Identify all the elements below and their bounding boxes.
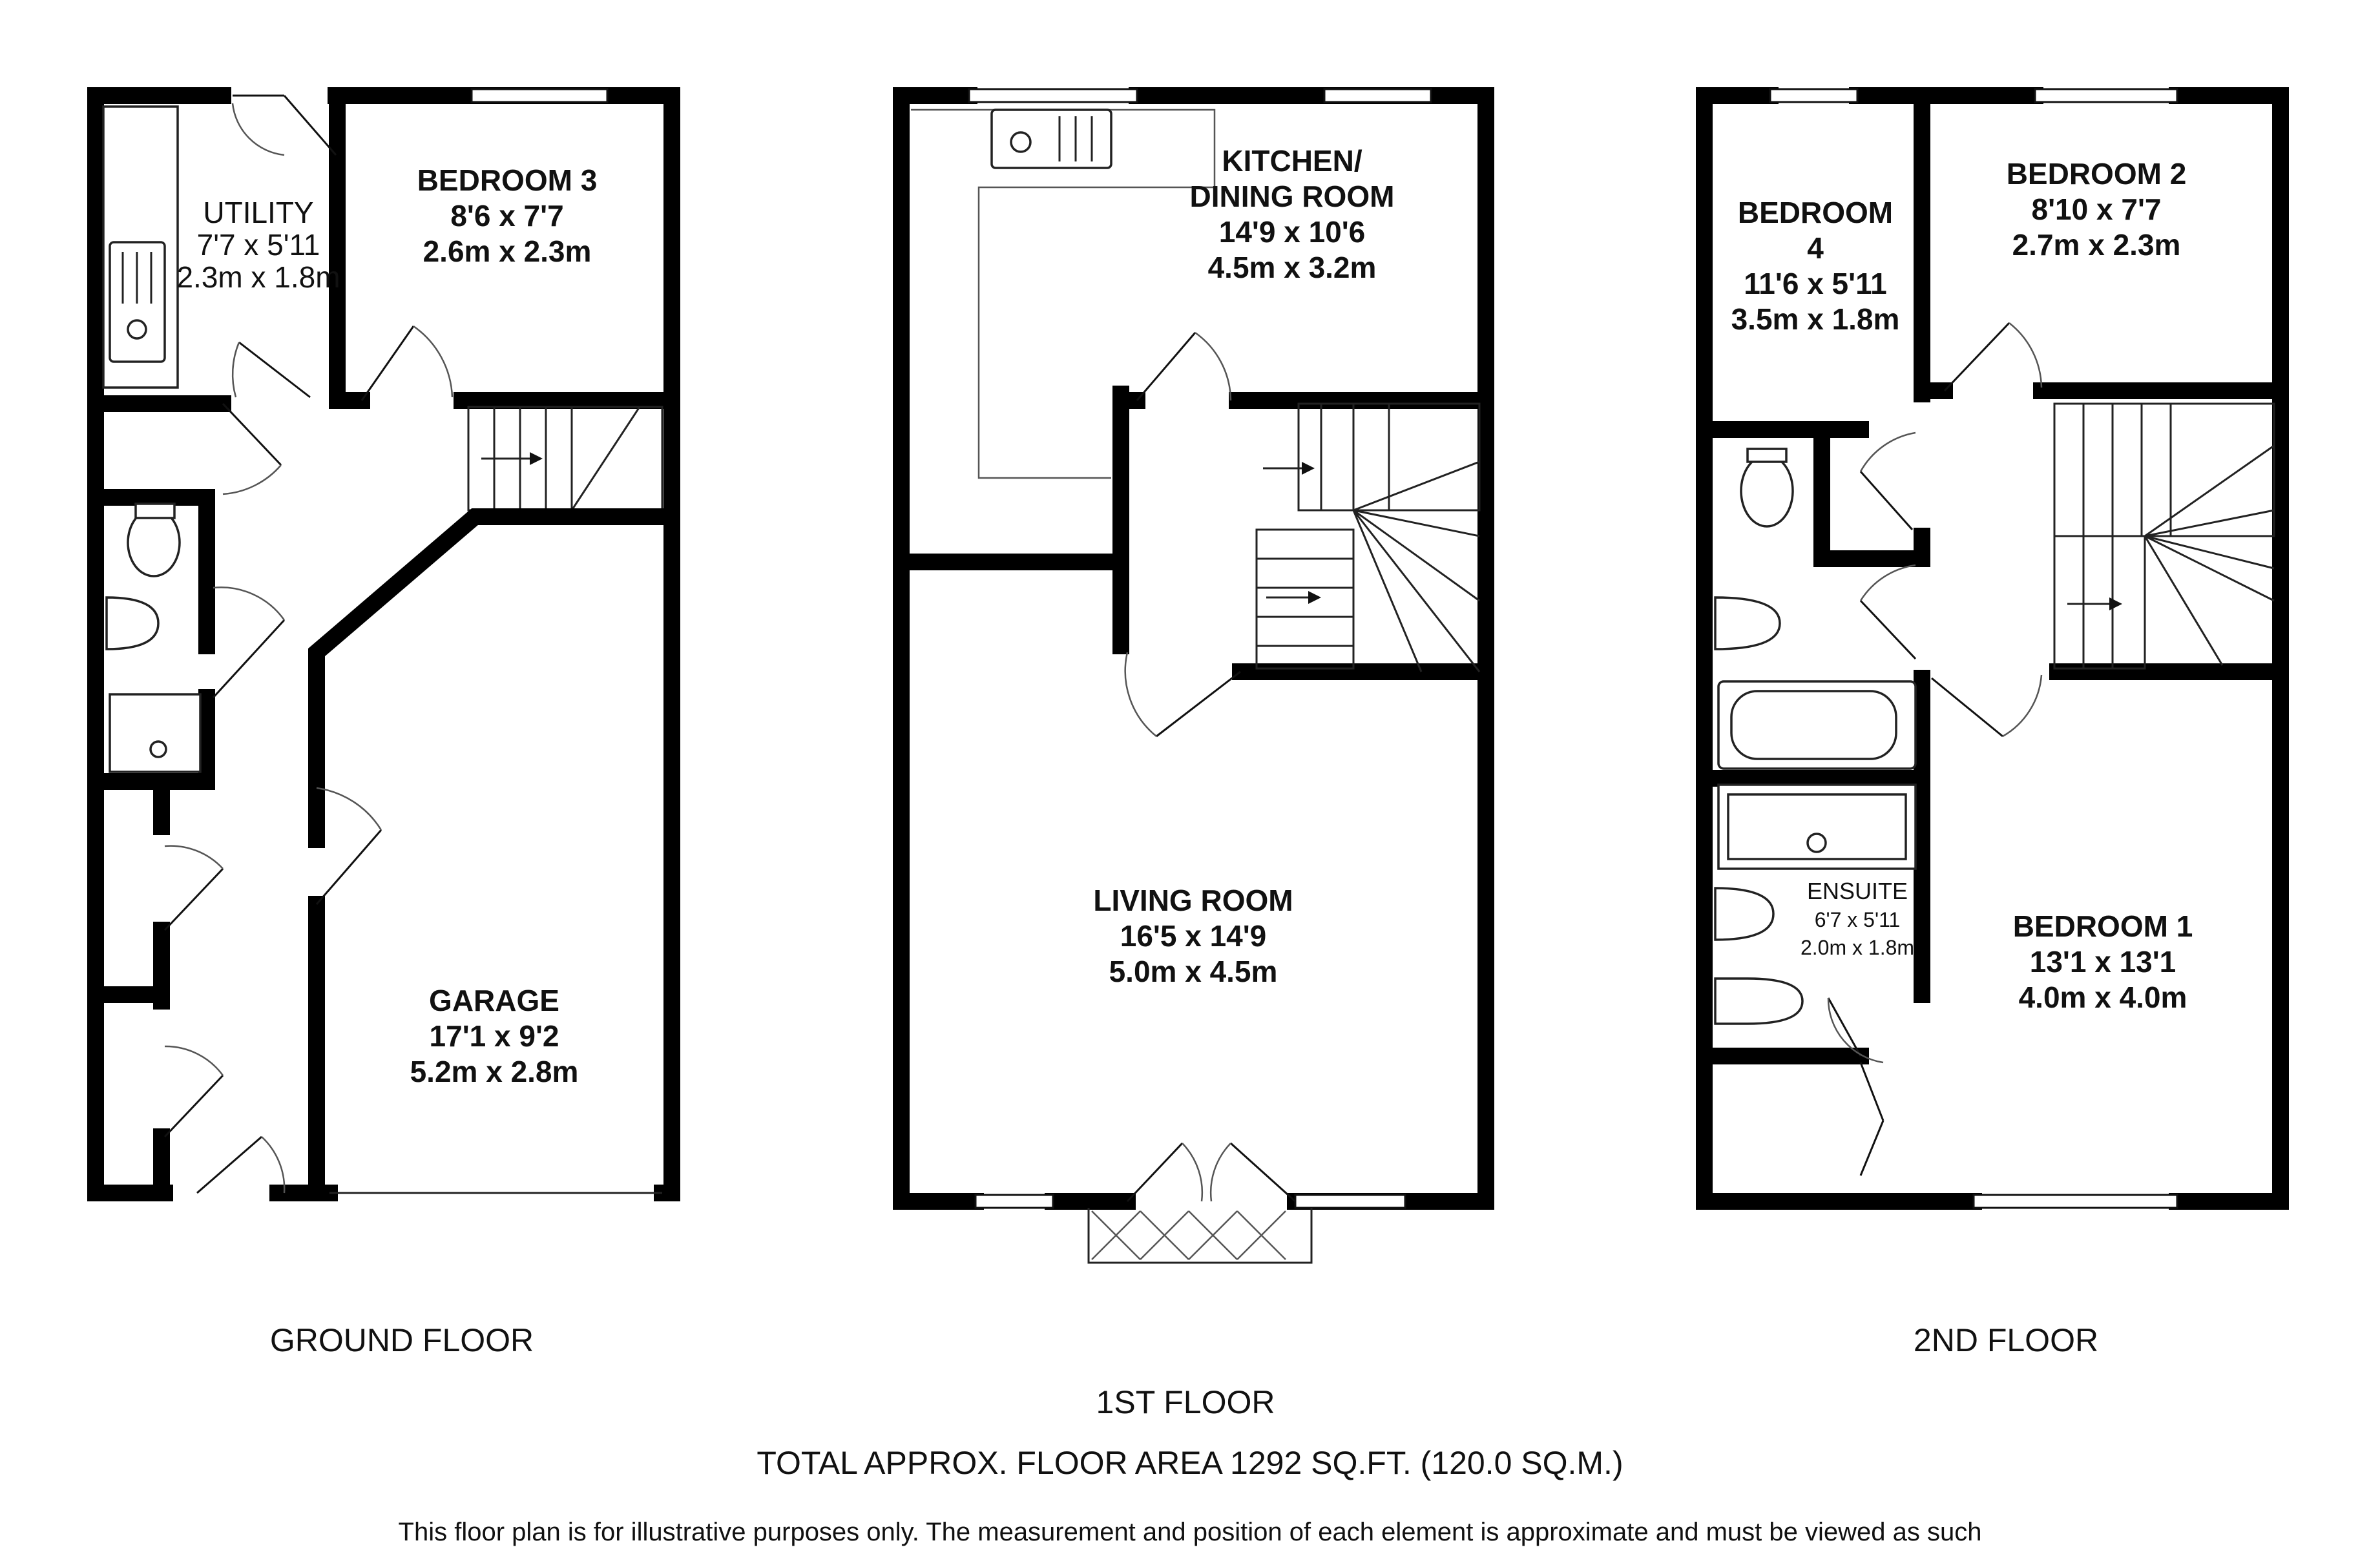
second-stair-arrowhead xyxy=(2109,597,2122,610)
ground-basin-icon xyxy=(107,597,158,649)
first-outer-wall xyxy=(901,96,976,1201)
wardrobe-door xyxy=(1861,1121,1883,1176)
total-floor-area: TOTAL APPROX. FLOOR AREA 1292 SQ.FT. (120.0 SQ.M.) xyxy=(757,1445,1623,1481)
bedroom3-imperial: 8'6 x 7'7 xyxy=(450,199,564,233)
kitchen-door-swing xyxy=(1195,333,1231,400)
living-name: LIVING ROOM xyxy=(1093,884,1293,917)
bathroom-wall xyxy=(1822,430,1922,559)
ensuite-shower-drain xyxy=(1808,834,1826,852)
hall-door-swing xyxy=(223,465,281,494)
bedroom3-name: BEDROOM 3 xyxy=(417,163,598,197)
ensuite-door xyxy=(1828,998,1861,1056)
ensuite-metric: 2.0m x 1.8m xyxy=(1800,936,1915,959)
living-window xyxy=(976,1195,1053,1208)
bedroom3-window xyxy=(472,89,607,102)
bedroom2-door-swing xyxy=(2009,323,2041,388)
bathroom-toilet-cistern xyxy=(1748,449,1786,462)
ensuite-imperial: 6'7 x 5'11 xyxy=(1814,908,1901,931)
ground-floor-label: GROUND FLOOR xyxy=(269,1322,534,1358)
bay-glazing xyxy=(1092,1211,1286,1259)
utility-hall-door-swing xyxy=(233,342,239,397)
bedroom2-metric: 2.7m x 2.3m xyxy=(2012,228,2181,262)
bedroom4-window xyxy=(1770,89,1857,102)
garage-door-swing xyxy=(317,788,381,830)
kitchen-sink-icon xyxy=(992,110,1111,168)
bedroom4-door xyxy=(1861,472,1912,530)
bedroom1-door-swing xyxy=(2003,675,2041,736)
utility-sink-drain xyxy=(128,320,146,338)
bedroom4-metric: 3.5m x 1.8m xyxy=(1731,302,1900,336)
living-metric: 5.0m x 4.5m xyxy=(1109,955,1278,988)
bedroom2-window xyxy=(2035,89,2177,102)
bedroom3-metric: 2.6m x 2.3m xyxy=(423,234,592,268)
second-stair-lower xyxy=(2054,536,2145,668)
utility-name: UTILITY xyxy=(203,196,314,229)
garage-metric: 5.2m x 2.8m xyxy=(410,1055,579,1088)
ground-floor-plan xyxy=(96,89,672,1358)
kitchen-window xyxy=(1324,89,1431,102)
first-floor-plan xyxy=(901,89,1486,1420)
living-door-swing xyxy=(1125,652,1156,736)
bedroom1-door xyxy=(1932,678,2003,736)
garage-wall xyxy=(317,517,665,840)
bedroom1-name: BEDROOM 1 xyxy=(2012,909,2193,943)
living-imperial: 16'5 x 14'9 xyxy=(1120,919,1267,953)
kitchen-name-line2: DINING ROOM xyxy=(1189,180,1395,213)
bedroom4-name-line2: 4 xyxy=(1807,231,1824,265)
utility-hall-door xyxy=(239,342,310,397)
kitchen-metric: 4.5m x 3.2m xyxy=(1207,251,1377,284)
french-door-swing xyxy=(1182,1143,1202,1201)
utility-metric: 2.3m x 1.8m xyxy=(176,260,340,294)
first-stair-winder xyxy=(1353,462,1479,672)
kitchen-window xyxy=(969,89,1137,102)
bedroom3-door xyxy=(362,326,413,400)
first-stair-arrowhead xyxy=(1302,462,1315,475)
bathroom-basin-icon xyxy=(1715,597,1780,649)
ensuite-toilet-icon xyxy=(1715,979,1802,1024)
bedroom2-name: BEDROOM 2 xyxy=(2006,157,2187,191)
second-outer-wall-right xyxy=(2177,96,2281,1201)
utility-door xyxy=(233,96,336,155)
bedroom3-door-swing xyxy=(413,326,452,397)
ground-shower-icon xyxy=(110,694,200,772)
ensuite-basin-icon xyxy=(1715,888,1773,940)
french-door-left xyxy=(1127,1143,1182,1201)
first-floor-label: 1ST FLOOR xyxy=(1096,1384,1275,1420)
garage-door xyxy=(317,830,381,904)
garage-imperial: 17'1 x 9'2 xyxy=(429,1019,559,1053)
cupboard-door xyxy=(165,1075,223,1137)
french-door-swing xyxy=(1211,1143,1231,1201)
bedroom2-imperial: 8'10 x 7'7 xyxy=(2031,192,2162,226)
bathroom-toilet-icon xyxy=(1741,455,1793,526)
bath-inner xyxy=(1731,691,1896,759)
kitchen-sink-drain xyxy=(1011,132,1030,152)
front-door xyxy=(197,1137,262,1193)
living-bay xyxy=(1089,1208,1311,1263)
bedroom1-imperial: 13'1 x 13'1 xyxy=(2029,945,2176,979)
utility-door-swing xyxy=(233,103,284,155)
first-stair-lower xyxy=(1257,530,1353,668)
wardrobe-door xyxy=(1861,1062,1883,1121)
garage-name: GARAGE xyxy=(429,984,559,1017)
bedroom4-imperial: 11'6 x 5'11 xyxy=(1744,267,1887,300)
wc-door xyxy=(213,620,284,698)
kitchen-door xyxy=(1137,333,1195,400)
bedroom1-metric: 4.0m x 4.0m xyxy=(2018,980,2187,1014)
second-floor-label: 2ND FLOOR xyxy=(1913,1322,2099,1358)
ground-shower-drain xyxy=(151,741,166,757)
kitchen-imperial: 14'9 x 10'6 xyxy=(1218,215,1366,249)
front-door-swing xyxy=(262,1137,284,1193)
living-door xyxy=(1156,672,1240,736)
disclaimer: This floor plan is for illustrative purposes only. The measurement and position of each element is approximate and must be viewed as such xyxy=(398,1518,1982,1546)
bedroom4-name-line1: BEDROOM xyxy=(1737,196,1894,229)
ground-stair-arrowhead xyxy=(530,452,543,465)
bedroom1-window xyxy=(1974,1195,2177,1208)
first-stair-arrowhead xyxy=(1308,591,1321,604)
ground-toilet-cistern xyxy=(136,504,174,518)
cupboard-door-swing xyxy=(165,846,223,869)
ensuite-name: ENSUITE xyxy=(1806,878,1908,904)
bathroom-door-swing xyxy=(1861,565,1915,601)
french-door-right xyxy=(1231,1143,1295,1201)
kitchen-name-line1: KITCHEN/ xyxy=(1222,144,1362,178)
second-stair-winder xyxy=(2145,446,2274,665)
second-floor-plan xyxy=(1704,89,2281,1358)
bathroom-door xyxy=(1861,601,1915,659)
ground-stair-diagonal xyxy=(572,407,640,510)
hall-door xyxy=(223,404,281,465)
living-window xyxy=(1295,1195,1405,1208)
cupboard-door-swing xyxy=(165,1046,223,1075)
cupboard-door xyxy=(165,869,223,930)
utility-imperial: 7'7 x 5'11 xyxy=(196,228,320,262)
wc-door-swing xyxy=(213,587,284,620)
bedroom2-door xyxy=(1945,323,2009,391)
bedroom4-door-swing xyxy=(1861,433,1915,472)
